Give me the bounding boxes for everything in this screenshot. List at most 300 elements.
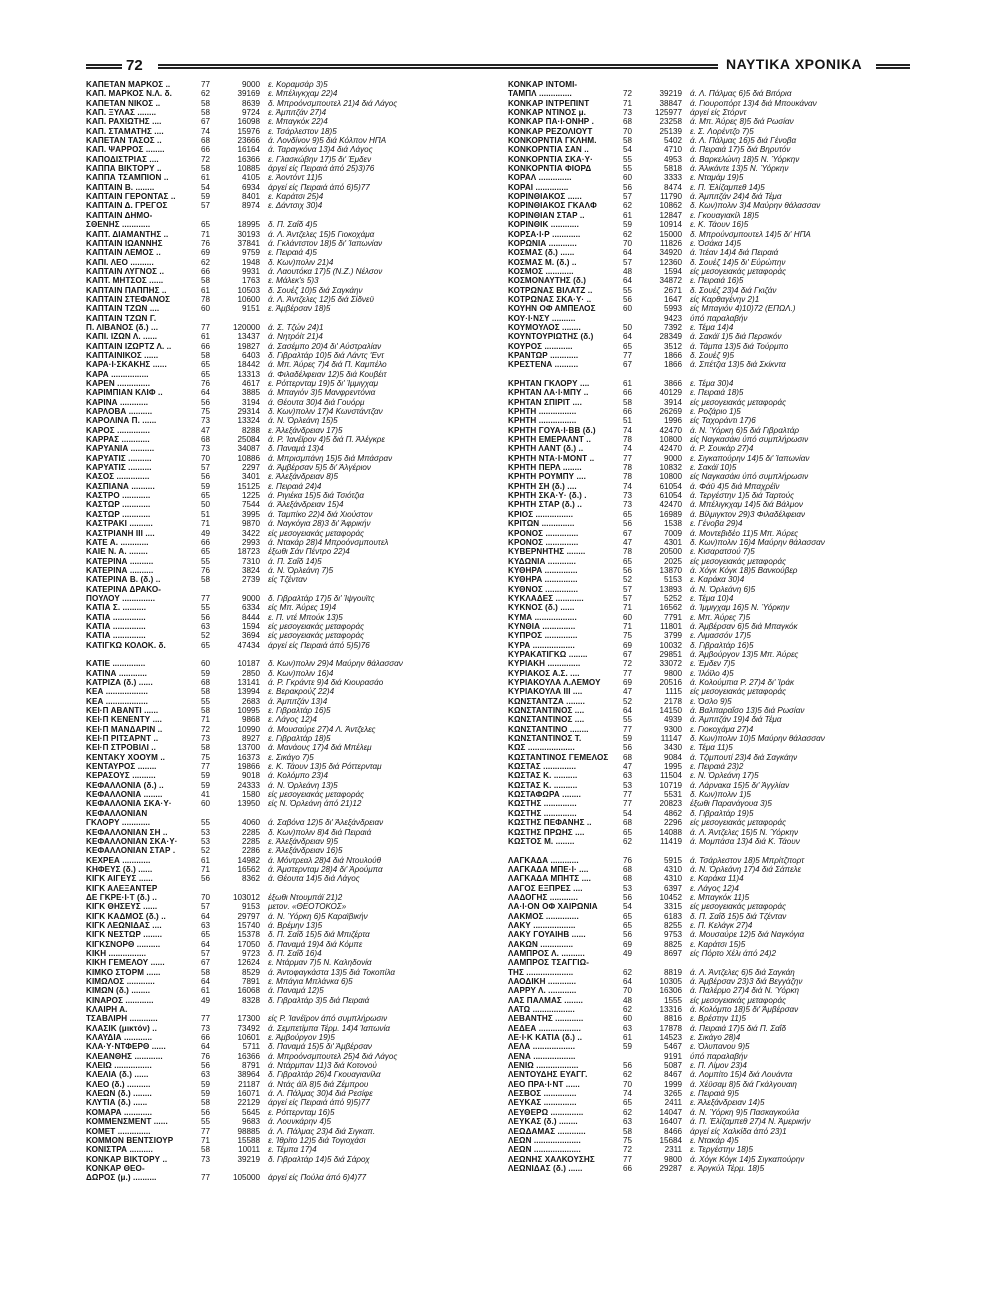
ship-status (268, 1005, 494, 1014)
ship-tonnage: 13437 (237, 332, 260, 342)
ship-status: ε. Μάλεκ's 5)3 (268, 276, 319, 286)
ship-year: 62 (201, 89, 211, 99)
ship-entry (508, 127, 916, 136)
ship-name: ΚΛΕΙΩ ................ (86, 1061, 152, 1071)
ship-year: 58 (201, 1098, 211, 1108)
ship-entry (508, 267, 916, 276)
ship-year: 65 (623, 509, 633, 519)
ship-status: δ. Γιβραλτάρ 14)5 διά Σάροχ (268, 1154, 370, 1164)
ship-name: ΤΑΜΠΛ .............. (508, 89, 572, 99)
ship-status: δ. Γιβραλτάρ 26)4 Γκουαγιανίλα (268, 1070, 381, 1080)
ship-name: ΚΙΜΚΟ ΣΤΟΡΜ ...... (86, 967, 161, 977)
ship-name: ΛΕΩΝΙΔΑΣ (δ.) ...... (508, 1163, 583, 1173)
ship-tonnage: 18442 (237, 360, 260, 370)
ship-tonnage: 8467 (663, 1070, 682, 1080)
ship-entry (86, 1070, 494, 1079)
ship-name: ΚΑΠΠΑ ΒΙΚΤΟΡΥ .. (86, 164, 162, 174)
ship-entry (86, 1014, 494, 1023)
ship-tonnage: 5153 (663, 575, 682, 585)
ship-entry (508, 529, 916, 538)
ship-tonnage: 10800 (659, 435, 682, 445)
ship-status: δ. Παναμά 15)5 δι' Άμβέρσαν (268, 1042, 372, 1052)
ship-name: ΛΑΔΟΓΗΣ ............ (508, 892, 578, 902)
ship-entry (86, 1117, 494, 1126)
ship-year: 56 (623, 565, 633, 575)
ship-year: 73 (201, 1023, 211, 1033)
ship-entry (508, 762, 916, 771)
ship-name: ΚΟΝΚΑΡ ΠΑ·Ι·ΟΝΗΡ . (508, 117, 594, 127)
ship-name: ΚΑΠΕΤΑΝ ΜΑΡΚΟΣ .. (86, 80, 171, 89)
ship-entry (508, 435, 916, 444)
ship-year: 64 (201, 977, 211, 986)
ship-status: δ. Π. Σαΐδ 4)5 (268, 220, 318, 230)
ship-year: 68 (623, 864, 633, 874)
ship-status: είς Ναγκασάκι ύπό συμπλήρωσιν (690, 435, 809, 445)
ship-year: 73 (201, 416, 211, 426)
ship-year: 58 (201, 108, 211, 118)
ship-status: ά. Τάμπα 13)5 διά Τούρμπο (690, 341, 789, 351)
ship-year: 75 (201, 407, 211, 417)
ship-status: ά. Τεργέστην 1)5 διά Ταρτούς (690, 491, 795, 501)
ship-year: 47 (623, 762, 633, 772)
ship-entry (508, 884, 916, 893)
ship-status: δ. Κων)πολιν 3)4 Μαύρην θάλασσαν (690, 201, 821, 211)
ship-name: ΚΩΣΤΑΦΩΡΑ ........ (508, 790, 581, 800)
ship-status: ά. Τσάρλεστον 18)5 Μπρίτζπορτ (690, 855, 805, 865)
ship-year: 73 (623, 500, 633, 510)
ship-status: ά. Ν. Ύόρκη 9)5 Πασκαγκούλα (690, 1107, 800, 1117)
ship-entry (508, 1005, 916, 1014)
ship-entry (508, 706, 916, 715)
ship-tonnage: 15740 (237, 920, 260, 930)
ship-entry (86, 968, 494, 977)
ship-entry (508, 799, 916, 808)
ship-year: 56 (201, 874, 211, 884)
ship-name: ΚΑΡΛΟΒΑ .......... (86, 407, 153, 417)
ship-year: 65 (623, 911, 633, 921)
ship-name: ΚΟΝΚΟΡΝΤΙΑ ΣΑΝ .. (508, 145, 589, 155)
ship-entry (508, 1042, 916, 1051)
ship-entry (86, 977, 494, 986)
ship-year: 64 (623, 332, 633, 342)
ship-name: ΚΑΡΥΑΝΙΑ .......... (86, 444, 155, 454)
ship-status: ά. Σεμπετίμπα Τέρμ. 14)4 Ίαπωνία (268, 1023, 390, 1033)
ship-status (268, 211, 494, 220)
ship-status: ά. Σπέτζια 13)5 διά Σκίκντα (690, 360, 786, 370)
ship-year: 71 (201, 715, 211, 725)
ship-year: 65 (623, 1098, 633, 1108)
ship-status: ε. Μπ. Άύρες 7)5 (690, 612, 751, 622)
ship-entry (86, 248, 494, 257)
ship-name: ΚΡΕΣΤΕΝΑ .......... (508, 360, 579, 370)
ship-tonnage: 3512 (663, 341, 682, 351)
ship-status: έξωθι Σάν Πέντρο 22)4 (268, 547, 350, 557)
ship-year: 77 (201, 1126, 211, 1136)
ship-name: ΚΟΡΙΝΘΙΑΝ ΣΤΑΡ .. (508, 210, 585, 220)
ship-status: ά. Άμβέρσαν 5)5 δι' Άλγέριον (268, 463, 371, 473)
ship-year: 60 (623, 304, 633, 314)
ship-tonnage: 5402 (663, 136, 682, 146)
ship-status: ά. Ν. Όρλεάνη 17)4 διά Σάπελε (690, 864, 802, 874)
ship-entry (508, 342, 916, 351)
ship-entry (86, 164, 494, 173)
ship-name: ΚΩΣΤΗΣ .............. (508, 799, 577, 809)
ship-entry (86, 874, 494, 883)
section-gap (508, 846, 916, 855)
ship-entry (86, 435, 494, 444)
ship-entry (86, 958, 494, 967)
ship-status: δ. Σουέζ 14)5 δι' Εύρώπην (690, 257, 786, 267)
ship-status: ε. Μπαγκόκ 11)5 (690, 892, 750, 902)
ship-tonnage: 8401 (241, 192, 260, 202)
ship-entry (86, 398, 494, 407)
ship-status: ε. Γιβραλτάρ 18)5 (268, 734, 331, 744)
ship-entry (86, 388, 494, 397)
ship-year: 68 (623, 818, 633, 828)
ship-tonnage: 29287 (659, 1163, 682, 1173)
ship-name: ΚΟΥΡΟΣ ............ (508, 341, 573, 351)
ship-name: ΚΑΡΙΝΑ ............ (86, 397, 149, 407)
ship-tonnage: 8791 (241, 1061, 260, 1071)
ship-year: 66 (201, 145, 211, 155)
ship-tonnage: 28349 (659, 332, 682, 342)
ship-year (623, 80, 643, 89)
ship-tonnage: 9724 (241, 108, 260, 118)
ship-name: ΚΑΠ. ΡΑΧΙΩΤΗΣ .... (86, 117, 162, 127)
ship-tonnage: 14047 (659, 1107, 682, 1117)
ship-status: ε. Όλυπανου 9)5 (690, 1042, 750, 1052)
ship-name: ΚΡΗΤΗ ΣΚΑ·Υ· (δ.) . (508, 491, 587, 501)
ship-year: 68 (201, 136, 211, 146)
ship-status: ε. Βερακρούζ 22)4 (268, 687, 335, 697)
ship-year: 77 (201, 762, 211, 772)
ship-year: 64 (201, 911, 211, 921)
ship-status: είς Ναγκασάκι ύπό συμπλήρωσιν (690, 472, 809, 482)
ship-tonnage: 8474 (663, 182, 682, 192)
ship-name: ΚΕΦΑΛΛΟΝΙΑ ΣΚΑ·Υ· (86, 799, 172, 809)
ship-name: ΚΕΦΑΛΛΟΝΙΑΝ ΣΤΑΡ . (86, 846, 176, 856)
ship-tonnage: 5711 (242, 1042, 260, 1052)
ship-status: είς Μπ. Άύρες 19)4 (268, 603, 337, 613)
ship-name: ΛΑΚΥ ΓΟΥΑΙΗΒ ...... (508, 930, 586, 940)
ship-status: είς μεσογειακάς μεταφοράς (690, 556, 787, 566)
ship-year: 65 (201, 360, 211, 370)
ship-name: ΚΑΠΤΑΙΝ Β. ........ (86, 182, 155, 192)
ship-tonnage: 1999 (663, 1079, 682, 1089)
ship-name: ΚΡΟΝΟΣ .............. (508, 537, 579, 547)
ship-name: ΚΟΜΜΟΝ ΒΕΝΤΣΙΟΥΡ (86, 1135, 174, 1145)
ship-year: 66 (201, 1033, 211, 1043)
ship-name: ΚΑΙΕ Ν. Α. ........ (86, 547, 148, 557)
ship-status: ε. Σ. Λορέντζο 7)5 (690, 126, 754, 136)
ship-name: ΚΕΦΑΛΛΟΝΙΑΝ (86, 808, 148, 818)
ship-tonnage: 16373 (237, 752, 260, 762)
ship-status: ε. Π. Έλίζαμπεθ 14)5 (690, 182, 765, 192)
ship-status: ά. Γιουροπόρτ 13)4 διά Μπουκάναν (690, 98, 817, 108)
ship-entry (86, 1061, 494, 1070)
ship-name: ΚΑΡΑ ................ (86, 369, 149, 379)
ship-entry (86, 585, 494, 594)
ship-tonnage: 34087 (237, 444, 260, 454)
ship-entry (508, 89, 916, 98)
ship-tonnage: 10832 (659, 463, 682, 473)
ship-tonnage (221, 1164, 268, 1173)
ship-entry (86, 201, 494, 210)
ship-year: 78 (201, 294, 211, 304)
ship-entry (86, 416, 494, 425)
ship-entry (86, 837, 494, 846)
ship-entry (508, 360, 916, 369)
ship-entry (508, 1108, 916, 1117)
ship-status: ά. Ριγιέκα 15)5 διά Τσιότζια (268, 491, 364, 501)
ship-tonnage: 26269 (659, 407, 682, 417)
ship-status: ά. Σακάϊ 1)5 διά Περσικόν (690, 332, 782, 342)
ship-year: 67 (623, 649, 633, 659)
ship-tonnage: 5645 (241, 1107, 260, 1117)
ship-status: ε. Πειραιά 24)4 (268, 481, 322, 491)
ship-status: ε. Νταμάμ 19)5 (690, 173, 744, 183)
ship-year: 77 (201, 593, 211, 603)
ship-name: ΚΙΓΚ ΝΕΣΤΩΡ ........ (86, 930, 163, 940)
ship-status: είς μεσογειακάς μεταφοράς (268, 528, 365, 538)
ship-tonnage: 16407 (659, 1117, 682, 1127)
ship-entry (508, 930, 916, 939)
ship-name: ΚΩΝΣΤΑΝΤΙΝΟΣ .... (508, 706, 585, 716)
ship-name: ΚΡΙΤΩΝ .............. (508, 519, 575, 529)
ship-entry (508, 697, 916, 706)
ship-name: ΚΑΣΤΡΟ ............ (86, 491, 151, 501)
ship-entry (508, 332, 916, 341)
ship-status: ά. Μουσαύρε 27)4 Λ. Άντζελες (268, 724, 376, 734)
ship-tonnage: 1580 (241, 790, 260, 800)
ship-tonnage: 125977 (654, 108, 682, 118)
ship-status: ε. Καράτσι 15)5 (690, 939, 746, 949)
ship-name: ΚΡΗΤΗ ΠΕΡΛ ........ (508, 463, 582, 473)
ship-tonnage: 73492 (237, 1023, 260, 1033)
ship-entry (508, 575, 916, 584)
ship-status (268, 884, 494, 893)
ship-name: ΚΑΤΕΡΙΝΑ .......... (86, 565, 154, 575)
ship-name: ΚΛΥΤΙΑ (δ.) ...... (86, 1098, 148, 1108)
ship-name: ΚΙΝΑΡΟΣ ............ (86, 995, 154, 1005)
ship-year: 55 (623, 715, 633, 725)
ship-entry (86, 332, 494, 341)
ship-entry (86, 370, 494, 379)
ship-tonnage: 9018 (241, 771, 260, 781)
ship-status: ά. Άλεξάνδρειαν 15)4 (268, 500, 344, 510)
ship-tonnage: 47434 (237, 640, 260, 650)
ship-entry (86, 510, 494, 519)
ship-tonnage: 15000 (659, 229, 682, 239)
ship-entry (508, 566, 916, 575)
ship-year: 49 (623, 948, 633, 958)
ship-entry (508, 155, 916, 164)
ship-status: ά. Π. Έλίζαμπεθ 27)4 Ν. Άμερικήν (690, 1117, 811, 1127)
ship-status: ε. Άμβέρσαν 18)5 (268, 304, 331, 314)
ship-tonnage: 17050 (237, 939, 260, 949)
ship-year: 65 (201, 369, 211, 379)
ship-year: 59 (201, 481, 211, 491)
ship-entry (508, 968, 916, 977)
ship-name: ΚΟΝΚΑΡ ΡΕΖΟΛΙΟΥΤ (508, 126, 593, 136)
ship-name: ΚΑΡΙΜΠΙΑΝ ΚΛΙΦ .. (86, 388, 163, 398)
ship-status: ά. Λουνκάρην 4)5 (268, 1117, 332, 1127)
ship-status: ά. Ρ. Γκράντε 9)4 διά Κιουρασάο (268, 678, 384, 687)
ship-entry (508, 482, 916, 491)
ship-name: ΛΕΛΑ .................. (508, 1042, 576, 1052)
ship-year: 55 (201, 818, 211, 828)
ship-entry (508, 276, 916, 285)
ship-name: ΚΑΠΤΑΙΝ ΛΕΜΟΣ .. (86, 248, 161, 258)
ship-status: ά. Λάρνακα 15)5 δι' Άγγλίαν (690, 780, 790, 790)
ship-status: είς Καρθαγένην 2)1 (690, 294, 760, 304)
ship-name: ΛΑΣ ΠΑΛΜΑΣ ........ (508, 995, 584, 1005)
ship-entry (86, 846, 494, 855)
ship-year: 56 (623, 182, 633, 192)
ship-year: 65 (623, 920, 633, 930)
ship-entry (86, 902, 494, 911)
ship-year: 66 (623, 388, 633, 398)
ship-year: 67 (623, 360, 633, 370)
ship-tonnage: 9931 (241, 266, 260, 276)
ship-year: 68 (623, 874, 633, 884)
ship-name: ΚΑΠΟΔΙΣΤΡΙΑΣ .... (86, 154, 159, 164)
ship-name: ΚΩΝΣΤΑΝΤΖΑ ........ (508, 696, 585, 706)
ship-entry (508, 323, 916, 332)
ship-year: 54 (623, 145, 633, 155)
ship-entry (508, 818, 916, 827)
ship-status: ε. Άλεξάνδρειαν 16)5 (268, 846, 343, 856)
ship-status: ά. Ν. Ύόρκη 6)5 Καραϊβικήν (268, 911, 368, 921)
ship-status: ε. Πειραιά 9)5 (690, 1089, 739, 1099)
ship-status: ά. Βρέμην 13)5 (268, 920, 323, 930)
ship-year: 55 (623, 164, 633, 174)
ship-entry (508, 641, 916, 650)
ship-year: 76 (201, 565, 211, 575)
ship-tonnage: 10011 (238, 1145, 260, 1155)
ship-year: 66 (623, 407, 633, 417)
ship-name: ΚΥΚΛΑΔΕΣ ............ (508, 593, 584, 603)
ship-status: ε. Γιοκοχάμα 27)4 (690, 724, 754, 734)
ship-year: 53 (201, 836, 211, 846)
ship-entry (508, 809, 916, 818)
ship-name: ΚΟΝΚΑΡ ΒΙΚΤΟΡΥ .. (86, 1154, 168, 1164)
ship-year: 77 (623, 453, 633, 463)
ship-status: ά. Κολούμπια Ρ. 27)4 δι' Ίράκ (690, 678, 795, 687)
ship-entry (86, 454, 494, 463)
ship-name: ΚΑΠ. ΞΥΛΑΣ ........ (86, 108, 157, 118)
ship-year (623, 1052, 643, 1061)
ship-entry (86, 697, 494, 706)
ship-status: ά. Άμπιτζάν 24)4 διά Τέμα (690, 192, 782, 202)
ship-status: είς Μπαγιόν 4)10)72 (ΕΠΩΛ.) (690, 304, 796, 314)
ship-entry (86, 80, 494, 89)
ship-name: ΚΕΙ·Π ΜΑΝΔΑΡΙΝ .. (86, 724, 163, 734)
ship-year: 78 (623, 463, 633, 473)
ship-name: ΚΡΗΤΑΝ ΛΑ·Ι·ΜΠΥ .. (508, 388, 589, 398)
ship-entry (86, 239, 494, 248)
ship-name: ΚΑΠΤΑΙΝ ΙΖΩΡΤΖ Λ. .. (86, 341, 172, 351)
ship-status: δ. Σουέζ 23)4 διά Γκιζάν (690, 285, 777, 295)
ship-entry (508, 622, 916, 631)
ship-tonnage: 3194 (241, 397, 260, 407)
ship-year: 58 (201, 1145, 211, 1155)
ship-entry (86, 706, 494, 715)
ship-tonnage: 30193 (237, 229, 260, 239)
ship-year: 71 (201, 229, 211, 239)
ship-entry (86, 799, 494, 808)
ship-name: ΚΩΣΤΑΣ .............. (508, 762, 577, 772)
ship-status: ά. Παναμά 12)5 (268, 986, 324, 996)
ship-name: ΚΙΚΗ ΓΕΜΕΛΟΥ ...... (86, 958, 165, 968)
ship-entry (508, 1033, 916, 1042)
ship-name: ΚΟΜΑΡΑ ............ (86, 1107, 153, 1117)
ship-tonnage: 4310 (663, 864, 682, 874)
ship-tonnage: 4310 (663, 874, 682, 884)
ship-tonnage: 10990 (237, 724, 260, 734)
ship-year: 47 (623, 687, 633, 697)
ship-tonnage: 8362 (241, 874, 260, 884)
ship-status: ά. Σ. Τζών 24)1 (268, 322, 324, 332)
ship-name: ΚΙΜΩΛΟΣ ............ (86, 977, 155, 986)
ship-name: ΚΡΗΤΗ ΕΜΕΡΑΛΝΤ .. (508, 435, 591, 445)
ship-tonnage: 1763 (241, 276, 260, 286)
ship-entry (86, 304, 494, 313)
ship-status: ά. Κολόμπο 23)4 (268, 771, 328, 781)
ship-tonnage: 98885 (237, 1126, 260, 1136)
ship-tonnage: 15684 (659, 1135, 682, 1145)
ship-name: ΚΩΣΤΟΣ Μ. ........ (508, 836, 575, 846)
ship-status: ά. Λονδίνον 9)5 διά Κόλπον ΗΠΑ (268, 136, 387, 146)
ship-status: ε. Κοραμσάρ 3)5 (268, 80, 328, 89)
ship-entry (508, 491, 916, 500)
ship-tonnage: 61054 (659, 481, 682, 491)
ship-year: 57 (623, 192, 633, 202)
ship-entry (86, 127, 494, 136)
ship-name: ΚΩΣΤΑΝΤΙΝΟΣ ΓΕΜΕΛΟΣ (508, 752, 609, 762)
ship-entry (508, 230, 916, 239)
ship-status: ε. Σιγκαπούρην 14)5 δι' Ίαπωνίαν (690, 453, 810, 463)
ship-entry (508, 1136, 916, 1145)
ship-name: ΚΑΤΡΙΖΑ (δ.) ...... (86, 678, 153, 687)
ship-name: ΚΑΠ. ΜΑΡΚΟΣ Ν.Λ. δ. (86, 89, 172, 99)
ship-entry (508, 986, 916, 995)
ship-tonnage: 10885 (237, 164, 260, 174)
ship-entry (86, 828, 494, 837)
ship-entry (86, 865, 494, 874)
ship-entry (86, 743, 494, 752)
ship-year: 52 (623, 696, 633, 706)
ship-name: ΤΗΣ .................... (508, 967, 574, 977)
ship-entry (86, 1108, 494, 1117)
ship-entry (86, 500, 494, 509)
ship-name: ΚΙΓΚ ΛΕΩΝΙΔΑΣ .... (86, 920, 162, 930)
ship-tonnage: 3995 (241, 509, 260, 519)
ship-status: ά. Λ. Πάλμας 6)5 διά Βιτόρια (690, 89, 792, 99)
ship-year: 58 (201, 706, 211, 716)
ship-year: 77 (201, 322, 211, 332)
ship-status: ε. Π. ντέ Μπούκ 13)5 (268, 612, 343, 622)
ship-tonnage: 2025 (663, 556, 682, 566)
ship-entry (508, 117, 916, 126)
ship-year: 53 (623, 883, 633, 893)
ship-tonnage: 3430 (663, 743, 682, 753)
ship-year: 66 (623, 1163, 633, 1173)
ship-tonnage: 10187 (237, 659, 260, 669)
ship-status: είς μεσογειακάς μεταφοράς (268, 631, 365, 641)
ship-year: 62 (623, 1070, 633, 1080)
ship-tonnage: 6403 (241, 350, 260, 360)
